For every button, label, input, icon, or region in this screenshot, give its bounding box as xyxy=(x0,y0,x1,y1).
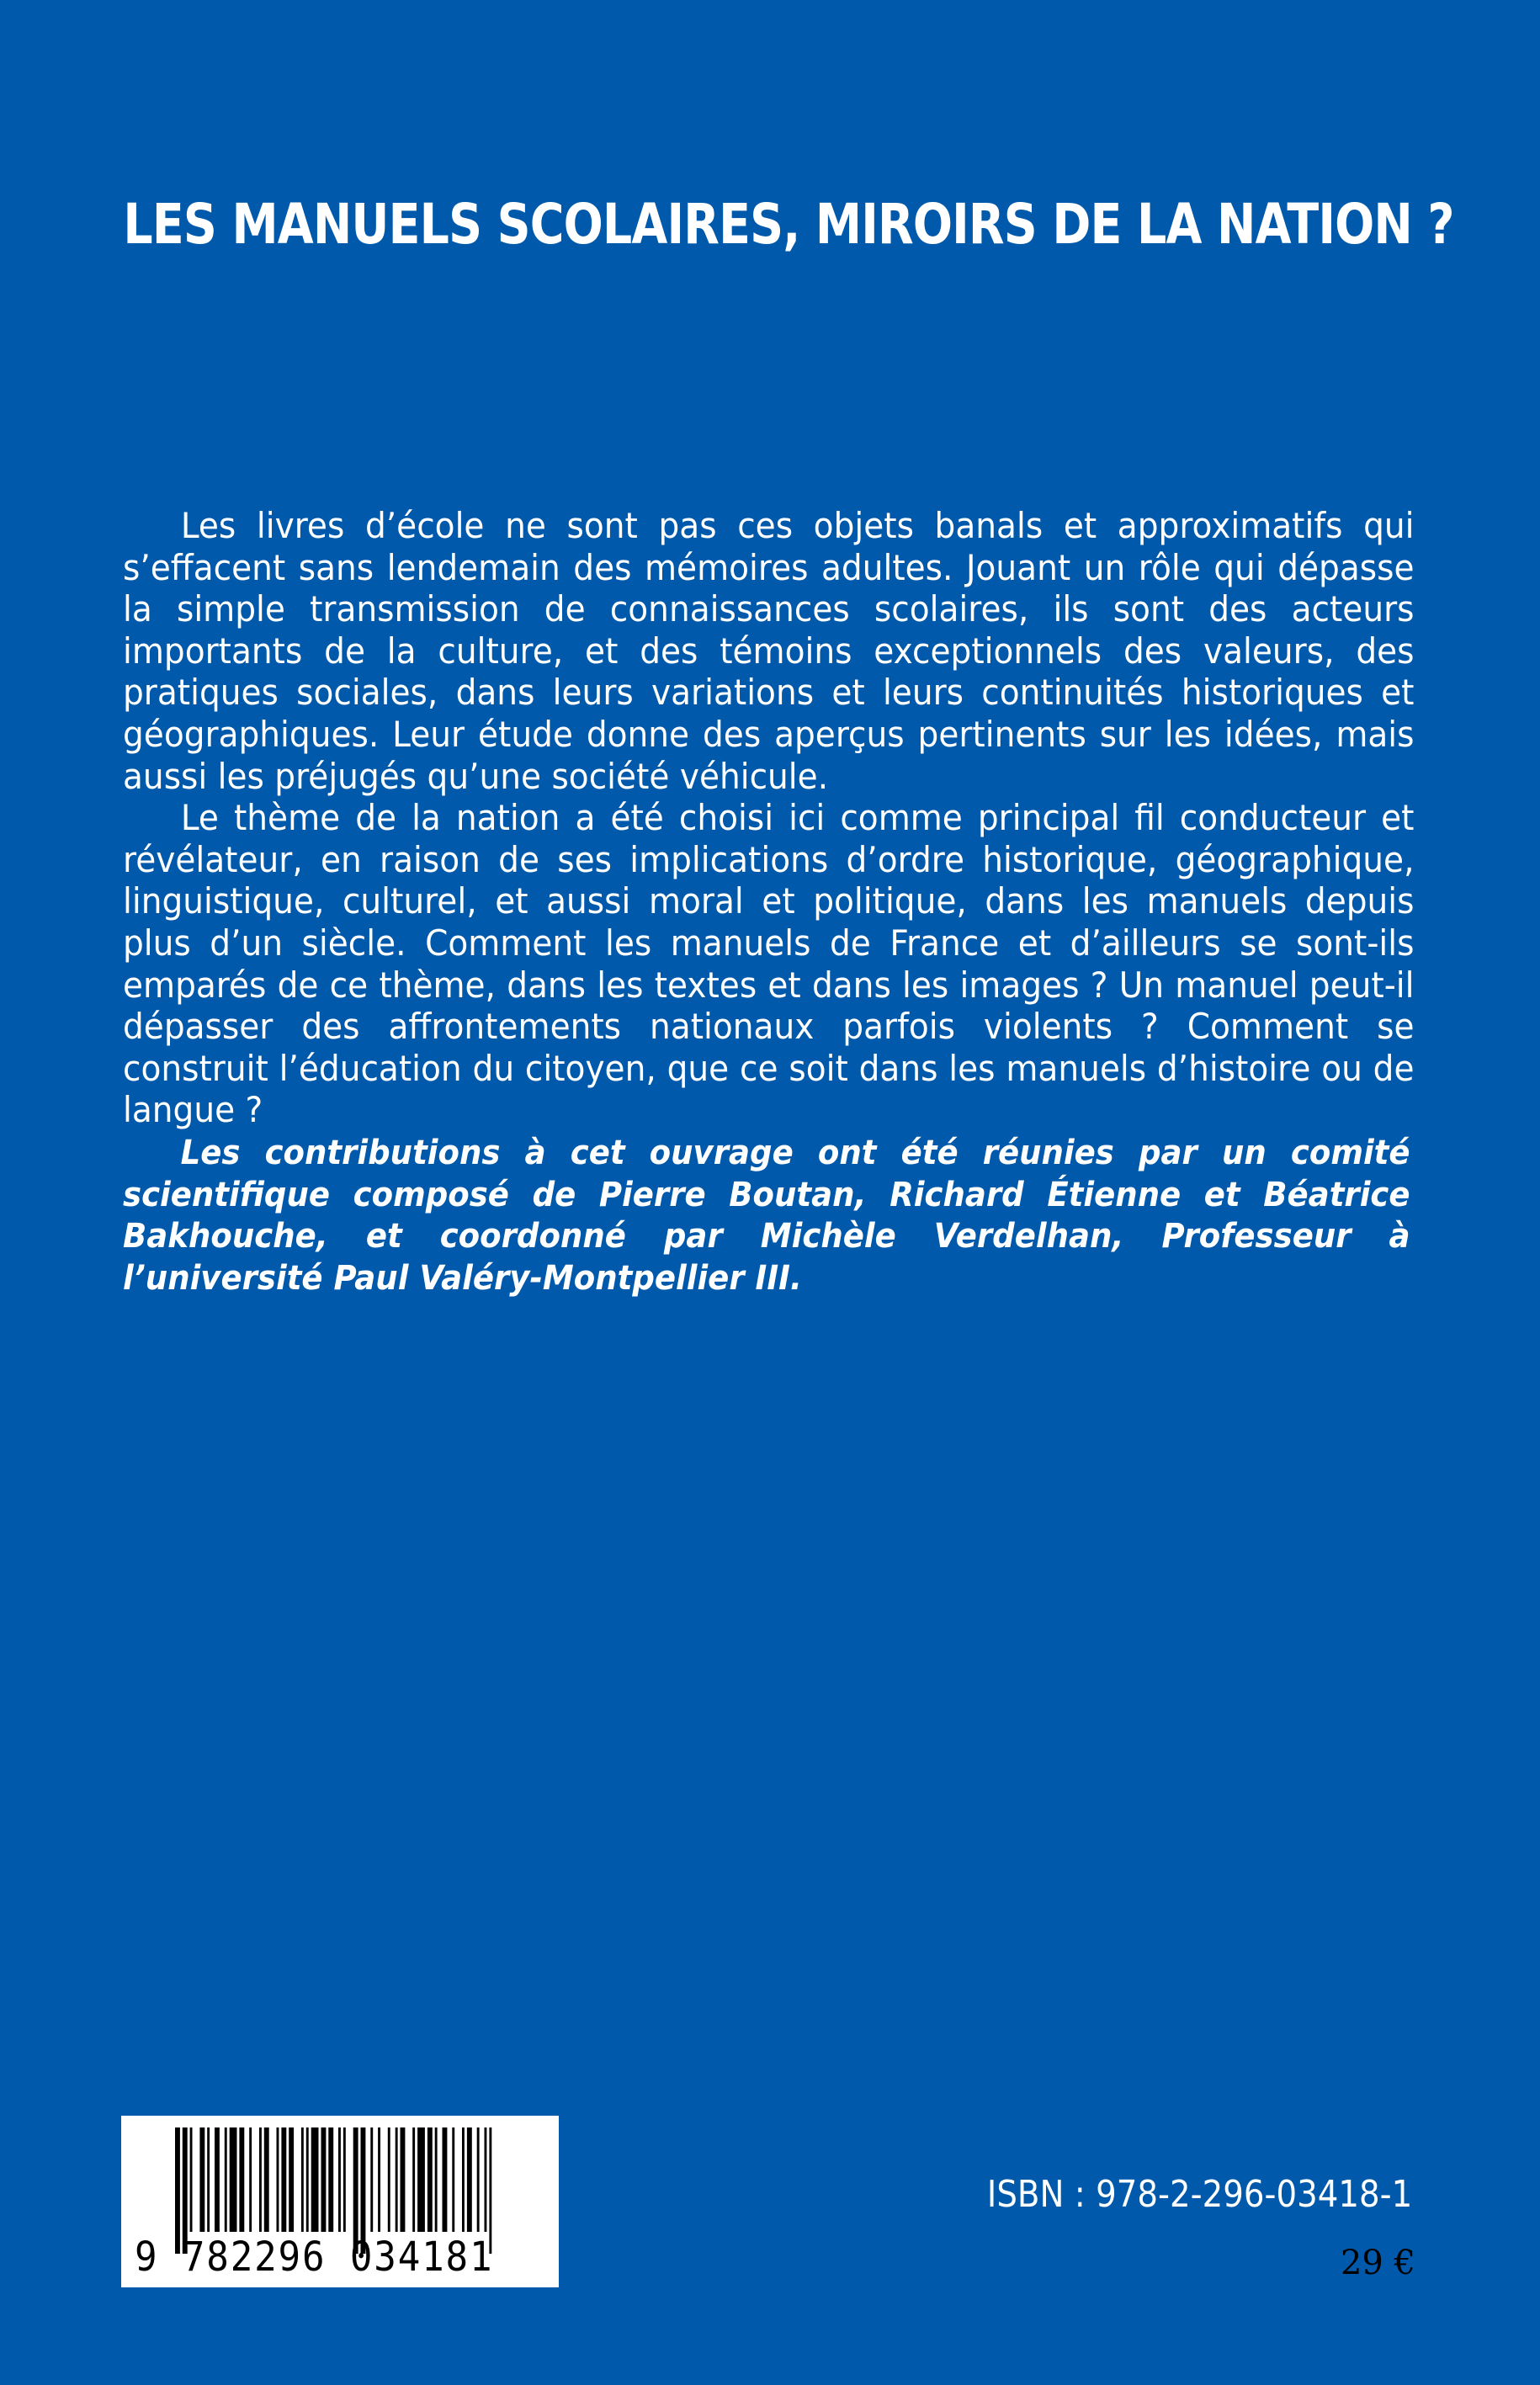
barcode-bar xyxy=(264,2127,269,2232)
barcode xyxy=(121,2116,559,2287)
barcode-bar xyxy=(281,2127,286,2232)
barcode-bar xyxy=(249,2127,252,2232)
barcode-bar xyxy=(239,2127,244,2232)
blurb-paragraph-1: Les livres d’école ne sont pas ces objets banals et approximatifs qui s’effacent sans lendemain des mémoires adultes. Jouant un rôle qui dépasse la simple transmission de connaissances scolaires, ils sont des acteurs importants de la culture, et des témoins exceptionnels des valeurs, des pratiques sociales, dans leurs variations et leurs continuités historiques et géographiques. Leur étude donne des aperçus pertinents sur les idées, mais aussi les préjugés qu’une société véhicule. xyxy=(123,505,1415,797)
barcode-bar xyxy=(401,2127,406,2232)
barcode-bar xyxy=(230,2127,237,2232)
barcode-bar xyxy=(277,2127,279,2232)
barcode-bar xyxy=(435,2127,438,2232)
barcode-bar xyxy=(452,2127,454,2232)
blurb xyxy=(123,505,1415,1131)
barcode-bar xyxy=(321,2127,327,2232)
isbn-label: ISBN : 978-2-296-03418-1 xyxy=(986,2173,1412,2216)
barcode-bar xyxy=(370,2127,373,2232)
blurb-paragraph-2: Le thème de la nation a été choisi ici comme principal fil conducteur et révélateur, en raison de ses implications d’ordre historique, géographique, linguistique, culturel, et aussi moral et politique, dans les manuels depuis plus d’un siècle. Comment les manuels de France et d’ailleurs se sont-ils emparés de ce thème, dans les textes et dans les images ? Un manuel peut-il dépasser des affrontements nationaux parfois violents ? Comment se construit l’éducation du citoyen, que ce soit dans les manuels d’histoire ou de langue ? xyxy=(123,797,1415,1131)
barcode-bar xyxy=(443,2127,448,2232)
barcode-digits: 9 782296 034181 xyxy=(135,2234,494,2281)
barcode-bar xyxy=(462,2127,465,2232)
barcode-bar xyxy=(378,2127,380,2232)
barcode-bar xyxy=(343,2127,346,2232)
barcode-bar xyxy=(485,2127,487,2232)
barcode-bar xyxy=(328,2127,333,2232)
barcode-bar xyxy=(225,2127,227,2232)
barcode-bar xyxy=(467,2127,472,2232)
barcode-bar xyxy=(289,2127,294,2232)
price-label: 29 € xyxy=(1340,2244,1415,2282)
barcode-bar xyxy=(306,2127,309,2232)
barcode-bar xyxy=(311,2127,319,2232)
barcode-bar xyxy=(417,2127,425,2232)
barcode-bar xyxy=(301,2127,304,2232)
barcode-bar xyxy=(388,2127,390,2232)
barcode-bar xyxy=(207,2127,210,2232)
barcode-bar xyxy=(199,2127,204,2232)
barcode-bar xyxy=(215,2127,220,2232)
barcode-bar xyxy=(259,2127,262,2232)
barcode-bar xyxy=(412,2127,415,2232)
book-title: LES MANUELS SCOLAIRES, MIROIRS DE LA NATION ? xyxy=(123,192,1454,257)
barcode-bar xyxy=(427,2127,433,2232)
barcode-bar xyxy=(477,2127,480,2232)
credits-paragraph: Les contributions à cet ouvrage ont été réunies par un comité scientifique composé de Pierre Boutan, Richard Étienne et Béatrice Bakhouche, et coordonné par Michèle Verdelhan, Professeur à l’université Paul Valéry-Montpellier III. xyxy=(123,1134,1410,1298)
barcode-bar xyxy=(190,2127,193,2232)
barcode-bar xyxy=(338,2127,341,2232)
barcode-bar xyxy=(396,2127,398,2232)
